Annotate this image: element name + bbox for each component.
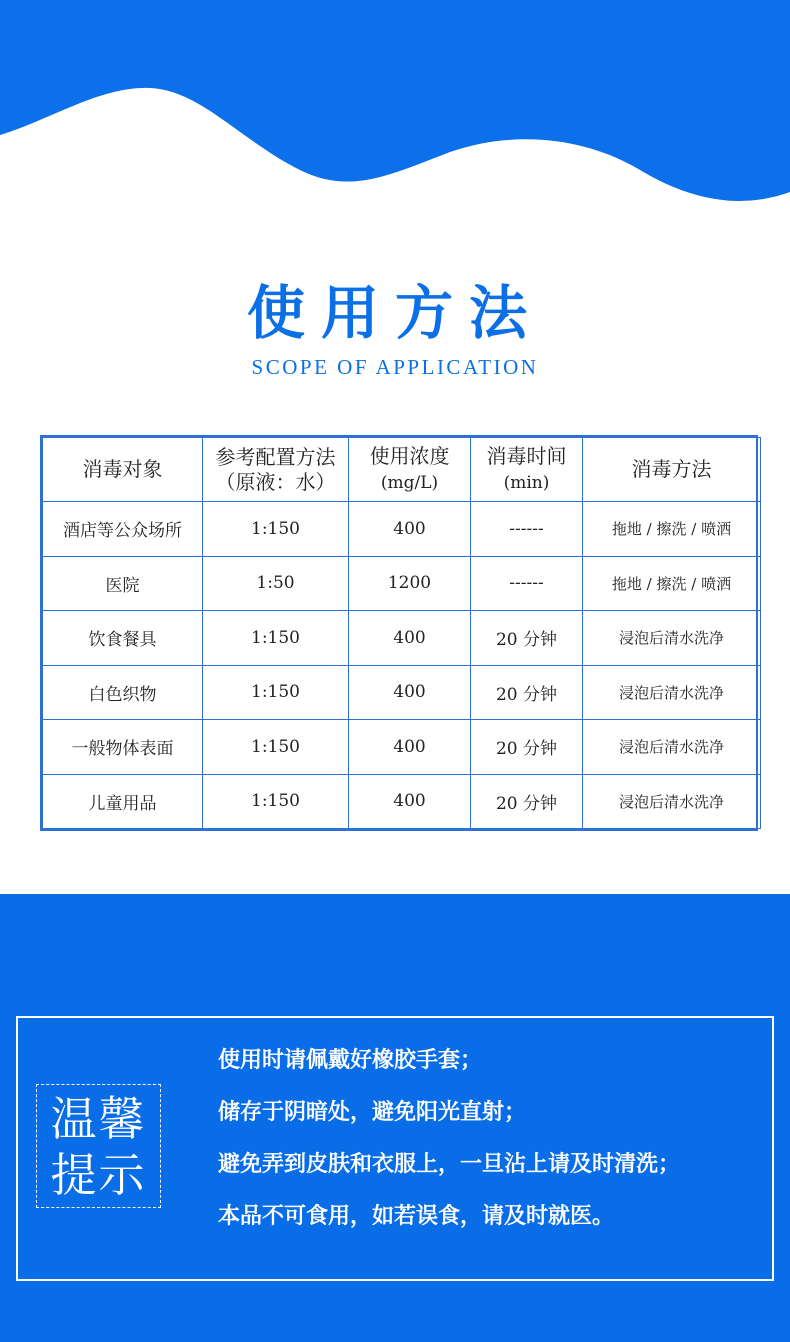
cell-time: ------ [471,556,583,611]
cell-time: 20 分钟 [471,665,583,720]
tips-section [0,894,790,1342]
cell-time: ------ [471,502,583,557]
cell-ratio: 1:150 [203,774,349,829]
tip-item: 本品不可食用，如若误食，请及时就医。 [218,1204,615,1229]
cell-method: 浸泡后清水洗净 [583,665,761,720]
tip-item: 使用时请佩戴好橡胶手套； [218,1048,483,1073]
table-row [43,774,761,829]
table-header-row [43,438,761,502]
cell-method: 拖地 / 擦洗 / 喷洒 [583,502,761,557]
header-concentration: 使用浓度 (mg/L) [349,438,471,502]
cell-ratio: 1:150 [203,502,349,557]
cell-concentration: 400 [349,665,471,720]
page-title: 使用方法 [246,279,543,347]
tips-box [16,1016,774,1281]
cell-concentration: 400 [349,774,471,829]
table-row [43,665,761,720]
cell-object: 白色织物 [43,665,203,720]
cell-concentration: 400 [349,611,471,666]
cell-time: 20 分钟 [471,774,583,829]
cell-concentration: 1200 [349,556,471,611]
table-row [43,556,761,611]
cell-object: 饮食餐具 [43,611,203,666]
cell-ratio: 1:150 [203,665,349,720]
header-object: 消毒对象 [43,438,203,502]
cell-ratio: 1:50 [203,556,349,611]
cell-object: 儿童用品 [43,774,203,829]
cell-ratio: 1:150 [203,611,349,666]
cell-object: 医院 [43,556,203,611]
cell-time: 20 分钟 [471,611,583,666]
table-row [43,502,761,557]
header-ratio: 参考配置方法 （原液：水） [203,438,349,502]
usage-table [40,435,758,831]
tip-item: 储存于阴暗处，避免阳光直射； [218,1100,527,1125]
cell-concentration: 400 [349,502,471,557]
cell-method: 浸泡后清水洗净 [583,774,761,829]
tip-item: 避免弄到皮肤和衣服上，一旦沾上请及时清洗； [218,1152,681,1177]
cell-time: 20 分钟 [471,720,583,775]
header-method: 消毒方法 [583,438,761,502]
cell-ratio: 1:150 [203,720,349,775]
page-subtitle: SCOPE OF APPLICATION [251,355,539,379]
cell-method: 浸泡后清水洗净 [583,720,761,775]
table-row [43,720,761,775]
tips-list [218,1048,778,1256]
header-time: 消毒时间 (min) [471,438,583,502]
cell-object: 一般物体表面 [43,720,203,775]
cell-object: 酒店等公众场所 [43,502,203,557]
table-row [43,611,761,666]
top-wave-banner [0,0,790,210]
cell-method: 拖地 / 擦洗 / 喷洒 [583,556,761,611]
cell-concentration: 400 [349,720,471,775]
cell-method: 浸泡后清水洗净 [583,611,761,666]
tips-label: 温馨 提示 [36,1084,161,1208]
